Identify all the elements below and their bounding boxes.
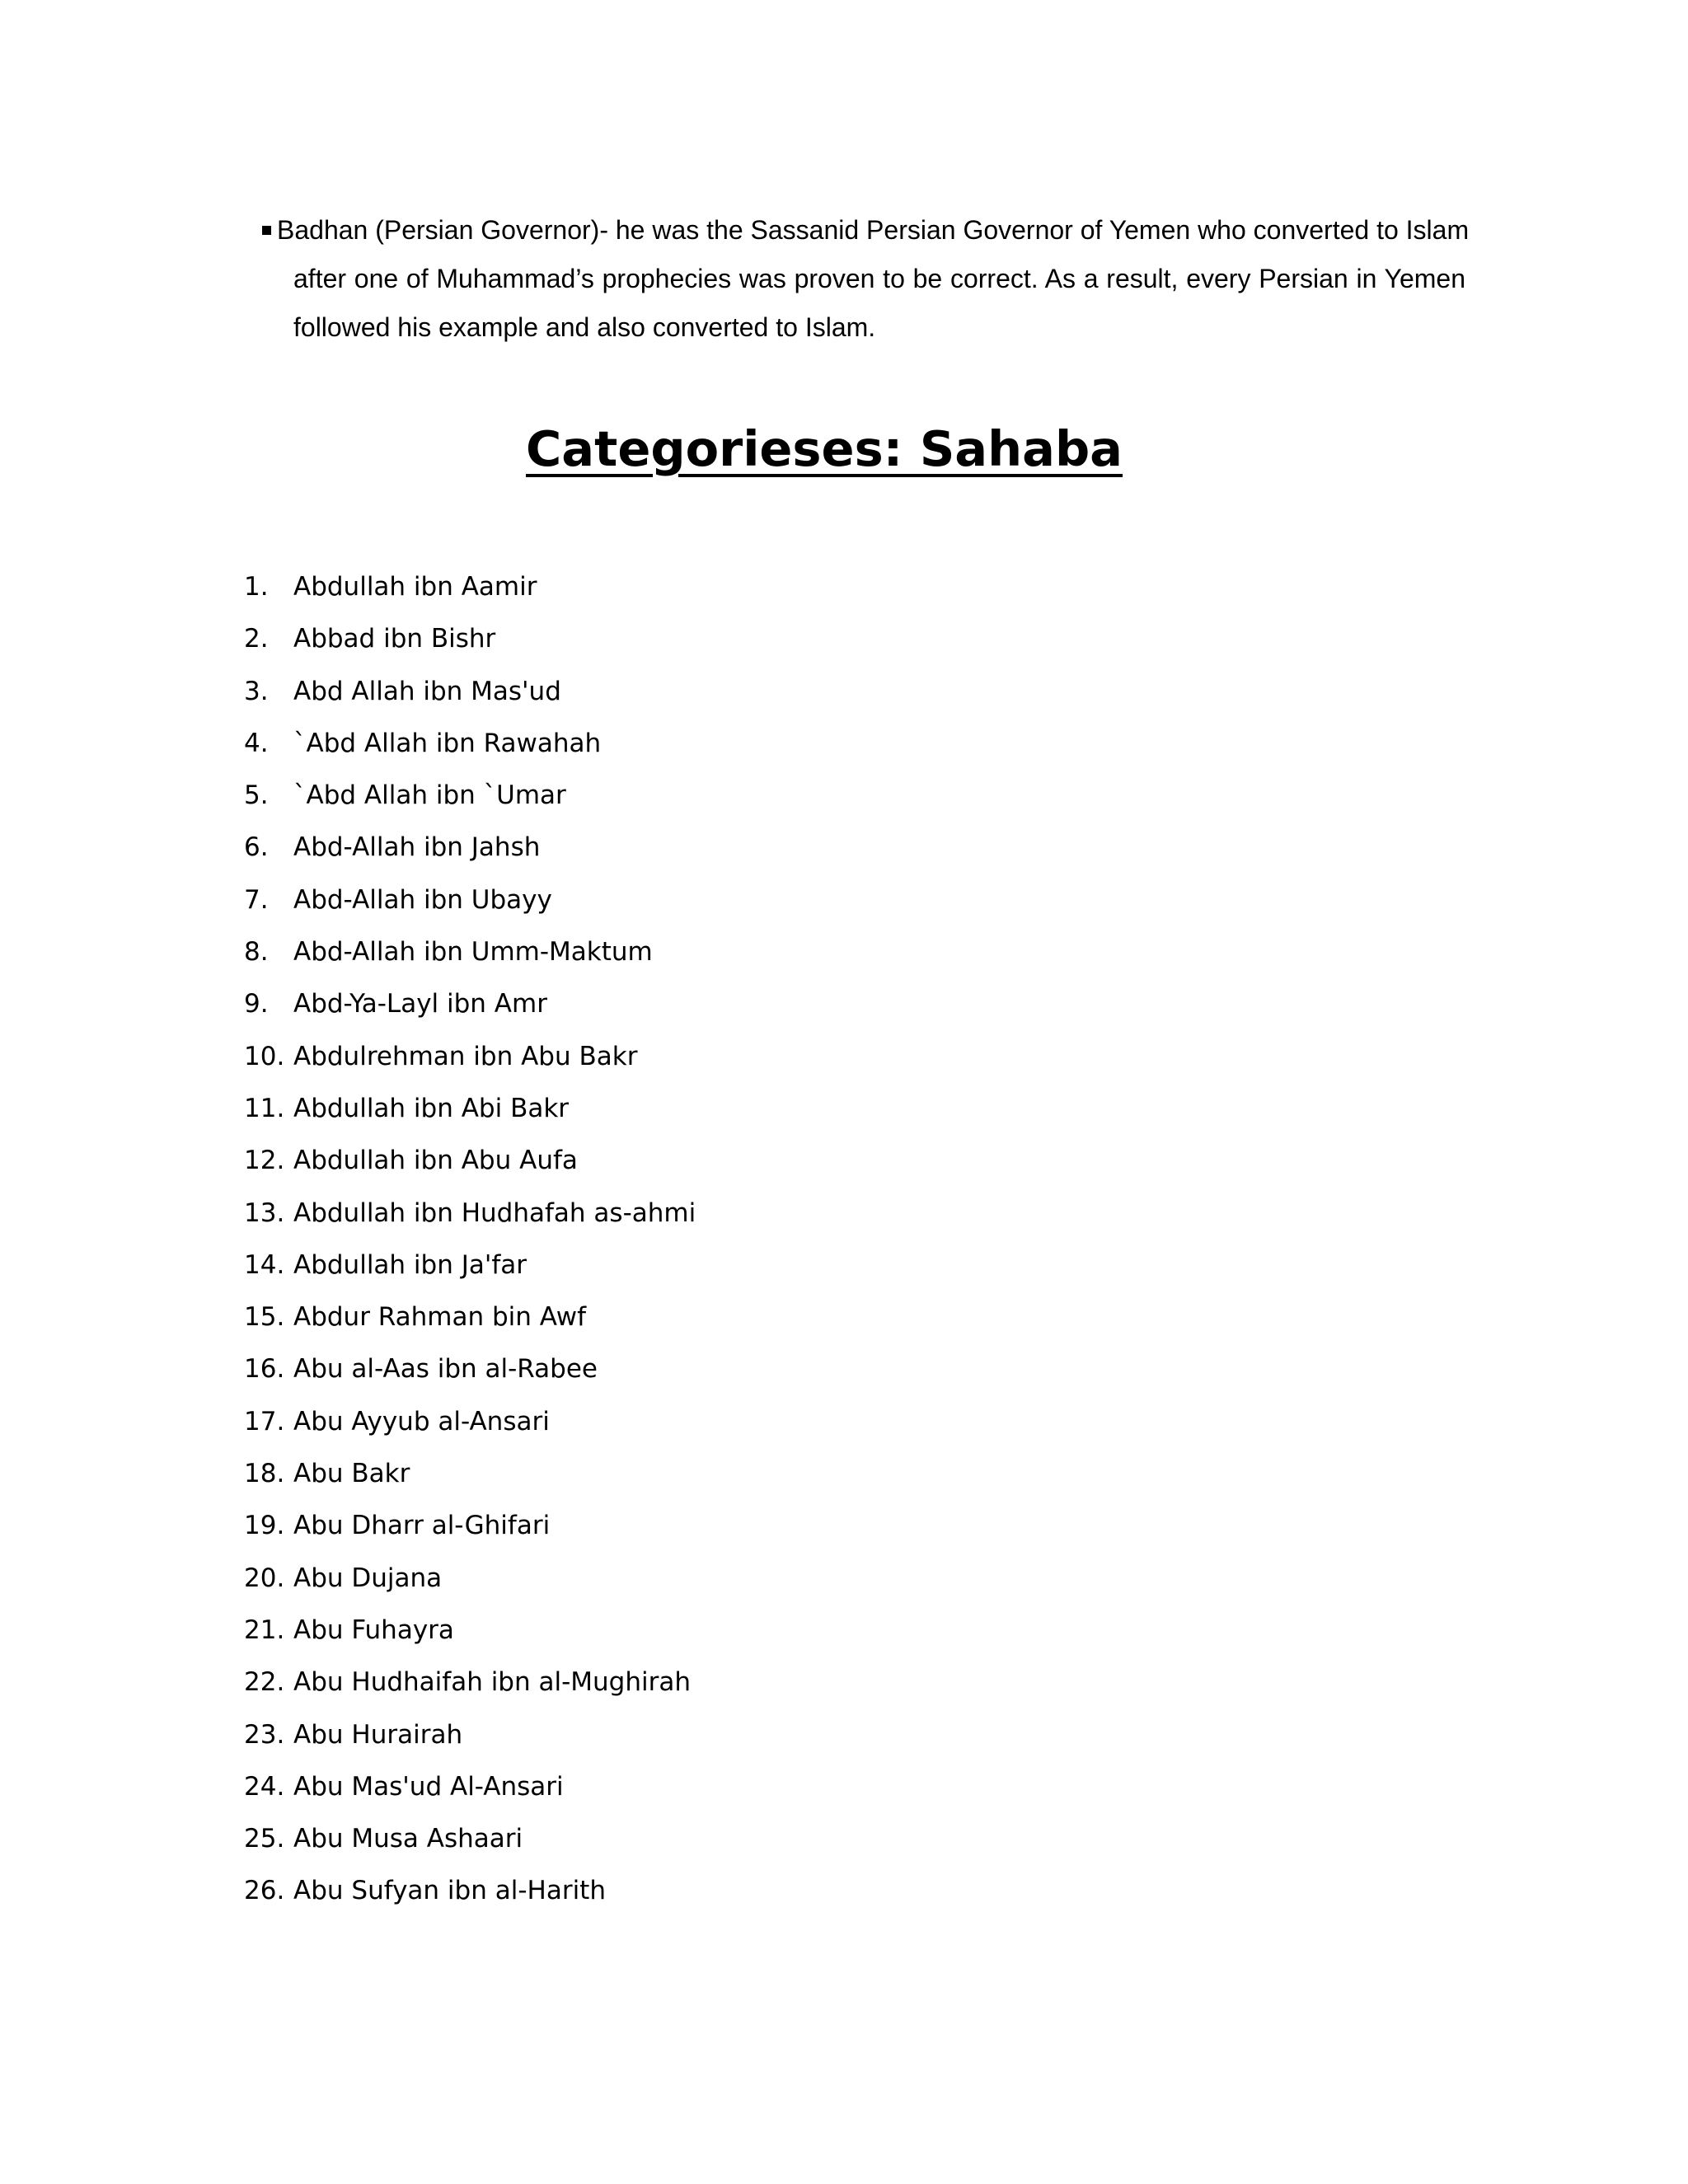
list-item-number: 21. bbox=[244, 1615, 285, 1645]
list-item bbox=[244, 1404, 696, 1455]
list-item-number: 6. bbox=[244, 832, 269, 863]
list-item-name: Abu Hurairah bbox=[293, 1719, 463, 1750]
list-item bbox=[244, 569, 696, 621]
list-item-name: Abdullah ibn Hudhafah as-ahmi bbox=[293, 1197, 696, 1228]
list-item bbox=[244, 1612, 696, 1664]
list-item bbox=[244, 1090, 696, 1142]
list-item bbox=[244, 1560, 696, 1612]
list-item-name: Abdulrehman ibn Abu Bakr bbox=[293, 1041, 638, 1071]
square-bullet-icon bbox=[262, 226, 271, 235]
list-item-number: 25. bbox=[244, 1824, 285, 1854]
list-item bbox=[244, 777, 696, 829]
list-item-number: 20. bbox=[244, 1563, 285, 1593]
list-item-number: 22. bbox=[244, 1667, 285, 1698]
list-item-number: 17. bbox=[244, 1406, 285, 1436]
list-item-name: Abu Hudhaifah ibn al-Mughirah bbox=[293, 1667, 691, 1698]
list-item bbox=[244, 882, 696, 934]
sahaba-list bbox=[244, 569, 696, 1925]
list-item bbox=[244, 934, 696, 986]
list-item-number: 16. bbox=[244, 1354, 285, 1385]
list-item-name: Abu Dujana bbox=[293, 1563, 443, 1593]
list-item-name: Abd-Allah ibn Ubayy bbox=[293, 884, 552, 915]
list-item-name: Abu Ayyub al-Ansari bbox=[293, 1406, 550, 1436]
list-item bbox=[244, 1769, 696, 1821]
list-item-number: 15. bbox=[244, 1302, 285, 1333]
list-item-number: 12. bbox=[244, 1146, 285, 1176]
list-item-name: Abdullah ibn Ja'far bbox=[293, 1249, 528, 1280]
list-item-name: Abd-Allah ibn Umm-Maktum bbox=[293, 937, 653, 968]
list-item-name: Abu Mas'ud Al-Ansari bbox=[293, 1771, 564, 1802]
list-item-name: Abdullah ibn Abu Aufa bbox=[293, 1146, 578, 1176]
list-item-name: Abd-Ya-Layl ibn Amr bbox=[293, 989, 547, 1019]
list-item bbox=[244, 725, 696, 777]
list-item-name: Abdur Rahman bin Awf bbox=[293, 1302, 587, 1333]
list-item bbox=[244, 1507, 696, 1559]
list-item-name: Abd-Allah ibn Jahsh bbox=[293, 832, 541, 863]
list-item-number: 9. bbox=[244, 989, 269, 1019]
list-item-number: 3. bbox=[244, 676, 269, 706]
list-item-name: Abd Allah ibn Mas'ud bbox=[293, 676, 561, 706]
list-item-number: 7. bbox=[244, 884, 269, 915]
list-item-number: 24. bbox=[244, 1771, 285, 1802]
list-item-name: Abbad ibn Bishr bbox=[293, 624, 496, 654]
list-item bbox=[244, 1247, 696, 1299]
list-item-number: 23. bbox=[244, 1719, 285, 1750]
list-item bbox=[244, 1717, 696, 1769]
bullet-text bbox=[277, 206, 1470, 352]
list-item-number: 4. bbox=[244, 728, 269, 758]
list-item bbox=[244, 621, 696, 673]
list-item bbox=[244, 673, 696, 725]
list-item-name: Abu Bakr bbox=[293, 1459, 410, 1489]
list-item-number: 14. bbox=[244, 1249, 285, 1280]
page-heading bbox=[0, 416, 1648, 482]
list-item-number: 13. bbox=[244, 1197, 285, 1228]
list-item-name: `Abd Allah ibn Rawahah bbox=[293, 728, 602, 758]
list-item-number: 2. bbox=[244, 624, 269, 654]
list-item-name: Abu Dharr al-Ghifari bbox=[293, 1511, 551, 1541]
bullet-line: followed his example and also converted to Islam. bbox=[293, 312, 876, 342]
list-item-name: Abdullah ibn Abi Bakr bbox=[293, 1093, 570, 1123]
list-item bbox=[244, 986, 696, 1038]
list-item-number: 8. bbox=[244, 937, 269, 968]
list-item-number: 1. bbox=[244, 572, 269, 602]
list-item bbox=[244, 1142, 696, 1194]
list-item bbox=[244, 1299, 696, 1351]
bullet-line: Badhan (Persian Governor)- he was the Sassanid Persian Governor of Yemen who converted to Islam bbox=[277, 215, 1470, 245]
list-item bbox=[244, 1351, 696, 1403]
list-item-name: `Abd Allah ibn `Umar bbox=[293, 780, 566, 811]
list-item-number: 26. bbox=[244, 1876, 285, 1906]
list-item bbox=[244, 1038, 696, 1090]
list-item-name: Abu Sufyan ibn al-Harith bbox=[293, 1876, 606, 1906]
list-item bbox=[244, 829, 696, 881]
list-item bbox=[244, 1455, 696, 1507]
list-item-number: 19. bbox=[244, 1511, 285, 1541]
list-item bbox=[244, 1821, 696, 1872]
list-item-name: Abu Fuhayra bbox=[293, 1615, 454, 1645]
list-item bbox=[244, 1664, 696, 1716]
list-item-number: 5. bbox=[244, 780, 269, 811]
list-item-number: 18. bbox=[244, 1459, 285, 1489]
bullet-paragraph bbox=[262, 206, 1470, 352]
list-item-number: 10. bbox=[244, 1041, 285, 1071]
page-heading-text: Categorieses: Sahaba bbox=[526, 420, 1123, 477]
list-item-number: 11. bbox=[244, 1093, 285, 1123]
list-item-name: Abu Musa Ashaari bbox=[293, 1824, 523, 1854]
list-item bbox=[244, 1872, 696, 1924]
bullet-line: after one of Muhammad’s prophecies was proven to be correct. As a result, every Persian in Yemen bbox=[293, 264, 1465, 293]
list-item bbox=[244, 1195, 696, 1247]
list-item-name: Abu al-Aas ibn al-Rabee bbox=[293, 1354, 598, 1385]
list-item-name: Abdullah ibn Aamir bbox=[293, 572, 537, 602]
